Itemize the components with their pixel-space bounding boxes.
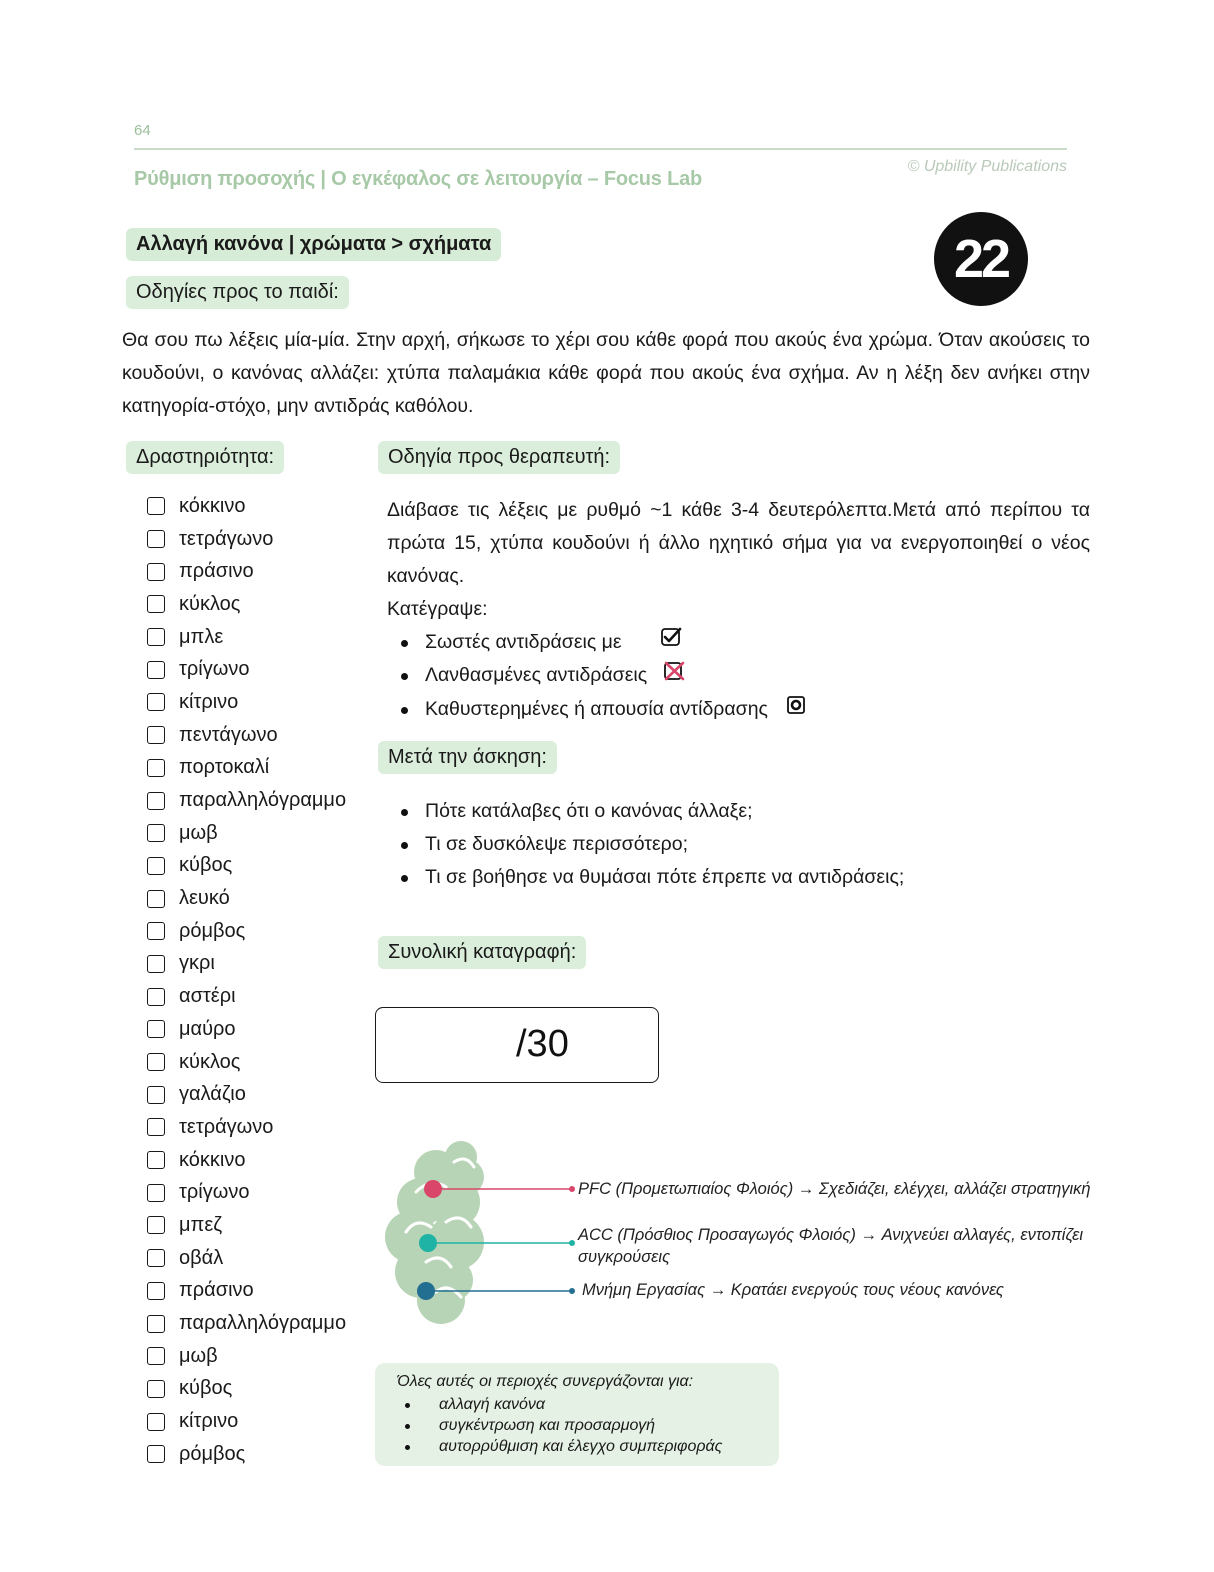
child-instructions-text: Θα σου πω λέξεις μία-μία. Στην αρχή, σήκωσε το χέρι σου κάθε φορά που ακούς ένα χρώμα. Όταν ακούσεις το κουδούνι, ο κανόνας αλλάζει: χτύπα παλαμάκια κάθε φορά που ακούς ένα σχήμα. Αν η λέξη δεν ανήκει στην κατηγορία-στόχο, μην αντιδράς καθόλου. [122,329,1090,417]
x-box-icon [663,660,685,693]
word: μωβ [179,821,218,844]
word: κύβος [179,1377,233,1400]
circle-box-icon [786,693,806,726]
list-item [399,659,1090,692]
word: οβάλ [179,1246,224,1269]
checkbox[interactable] [147,497,165,515]
list-item [147,784,346,817]
checkbox[interactable] [147,890,165,908]
activity-label: Δραστηριότητα: [126,441,284,474]
checkbox[interactable] [147,1151,165,1169]
word: αστέρι [179,985,236,1008]
word: τρίγωνο [179,1181,250,1204]
checkbox[interactable] [147,1249,165,1267]
word-checklist [147,490,346,1471]
word: πεντάγωνο [179,723,278,746]
list-item [147,1111,346,1144]
list-item [147,523,346,556]
summary-box [375,1363,779,1466]
checkbox[interactable] [147,726,165,744]
list-item: Τι σε δυσκόλεψε περισσότερο; [399,828,904,861]
copyright: © Upbility Publications [907,158,1067,175]
list-item [147,882,346,915]
list-item [147,948,346,981]
word: κίτρινο [179,1410,239,1433]
list-item [147,1307,346,1340]
checkbox[interactable] [147,857,165,875]
pfc-label: PFC (Προμετωπιαίος Φλοιός) → Σχεδιάζει, ελέγχει, αλλάζει στρατηγική [578,1180,1091,1198]
list-item [147,1209,346,1242]
score-box[interactable] [375,1007,659,1083]
brain-icon [385,1141,484,1324]
list-item [147,1373,346,1406]
record-text: Σωστές αντιδράσεις με [425,631,622,653]
word: παραλληλόγραμμο [179,1312,347,1335]
list-item [147,1438,346,1471]
exercise-number-badge: 22 [934,212,1028,306]
therapist-text: Διάβασε τις λέξεις με ρυθμό ~1 κάθε 3-4 δευτερόλεπτα.Μετά από περίπου τα πρώτα 15, χτύπα κουδούνι ή άλλο ηχητικό σήμα για να ενεργοποιηθεί ο νέος κανόνας. [387,499,1090,587]
total-label: Συνολική καταγραφή: [378,936,586,969]
checkbox[interactable] [147,1380,165,1398]
list-item [147,1144,346,1177]
word: γκρι [179,952,215,975]
list-item [147,752,346,785]
list-item [147,915,346,948]
checkbox[interactable] [147,1315,165,1333]
word: γαλάζιο [179,1083,246,1106]
record-label: Κατέγραψε: [387,598,488,620]
word: τρίγωνο [179,658,250,681]
checkbox[interactable] [147,530,165,548]
header-divider [134,148,1067,150]
list-item [147,1242,346,1275]
checkbox[interactable] [147,1086,165,1104]
checkbox[interactable] [147,1413,165,1431]
list-item [147,1013,346,1046]
checkbox[interactable] [147,988,165,1006]
list-item [147,653,346,686]
checkbox[interactable] [147,1282,165,1300]
checkbox[interactable] [147,595,165,613]
list-item [147,1046,346,1079]
checkbox[interactable] [147,661,165,679]
page-subtitle: Ρύθμιση προσοχής | Ο εγκέφαλος σε λειτουργία – Focus Lab [134,168,703,190]
therapist-section [387,494,1090,726]
word: κόκκινο [179,1148,246,1171]
word: τετράγωνο [179,1115,274,1138]
word: λευκό [179,887,230,910]
record-text: Καθυστερημένες ή απουσία αντίδρασης [425,697,768,720]
checkbox[interactable] [147,628,165,646]
list-item [147,1078,346,1111]
checkbox[interactable] [147,792,165,810]
checkbox[interactable] [147,693,165,711]
list-item [147,1405,346,1438]
checkbox[interactable] [147,1020,165,1038]
word: ρόμβος [179,919,246,942]
checkbox[interactable] [147,922,165,940]
word: κύβος [179,854,233,877]
checkmark-box-icon [660,626,682,659]
word: κύκλος [179,592,241,615]
checkbox[interactable] [147,1118,165,1136]
question-list [387,795,904,894]
pfc-marker [424,1180,442,1198]
checkbox[interactable] [147,1445,165,1463]
child-instructions-label: Οδηγίες προς το παιδί: [126,276,349,309]
score-total: /30 [516,1023,569,1065]
list-item [147,980,346,1013]
checkbox[interactable] [147,955,165,973]
list-item [147,1176,346,1209]
list-item [399,626,1090,659]
summary-heading: Όλες αυτές οι περιοχές συνεργάζονται για: [397,1373,694,1390]
word: κίτρινο [179,690,239,713]
checkbox[interactable] [147,1053,165,1071]
list-item [147,719,346,752]
record-text: Λανθασμένες αντιδράσεις [425,664,648,687]
record-list [387,626,1090,726]
list-item: Τι σε βοήθησε να θυμάσαι πότε έπρεπε να αντιδράσεις; [399,861,904,894]
summary-list [401,1394,722,1457]
page-number: 64 [134,122,151,139]
word: πράσινο [179,560,254,583]
word: μωβ [179,1344,218,1367]
list-item [147,686,346,719]
word: μαύρο [179,1017,236,1040]
brain-illustration [376,1132,576,1332]
therapist-label: Οδηγία προς θεραπευτή: [378,441,620,474]
list-item [399,693,1090,726]
word: τετράγωνο [179,527,274,550]
word: κύκλος [179,1050,241,1073]
list-item [147,817,346,850]
list-item: συγκέντρωση και προσαρμογή [401,1415,722,1436]
word: παραλληλόγραμμο [179,789,347,812]
word: πράσινο [179,1279,254,1302]
list-item [147,621,346,654]
list-item: Πότε κατάλαβες ότι ο κανόνας άλλαξε; [399,795,904,828]
list-item: αλλαγή κανόνα [401,1394,722,1415]
word: μπλε [179,625,224,648]
working-memory-label: Μνήμη Εργασίας → Κρατάει ενεργούς τους νέους κανόνες [582,1281,1004,1299]
list-item [147,1340,346,1373]
checkbox[interactable] [147,1184,165,1202]
list-item [147,850,346,883]
word: ρόμβος [179,1442,246,1465]
checkbox[interactable] [147,1347,165,1365]
checkbox[interactable] [147,1216,165,1234]
checkbox[interactable] [147,563,165,581]
word: μπεζ [179,1213,223,1236]
acc-label: ACC (Πρόσθιος Προσαγωγός Φλοιός) → Ανιχνεύει αλλαγές, εντοπίζει συγκρούσεις [578,1226,1084,1266]
list-item [147,588,346,621]
exercise-title: Αλλαγή κανόνα | χρώματα > σχήματα [126,228,501,261]
working-memory-marker [417,1282,435,1300]
list-item [147,555,346,588]
list-item [147,490,346,523]
checkbox[interactable] [147,759,165,777]
word: πορτοκαλί [179,756,270,779]
list-item: αυτορρύθμιση και έλεγχο συμπεριφοράς [401,1436,722,1457]
after-label: Μετά την άσκηση: [378,741,557,774]
checkbox[interactable] [147,824,165,842]
word: κόκκινο [179,494,246,517]
list-item [147,1275,346,1308]
acc-marker [419,1234,437,1252]
